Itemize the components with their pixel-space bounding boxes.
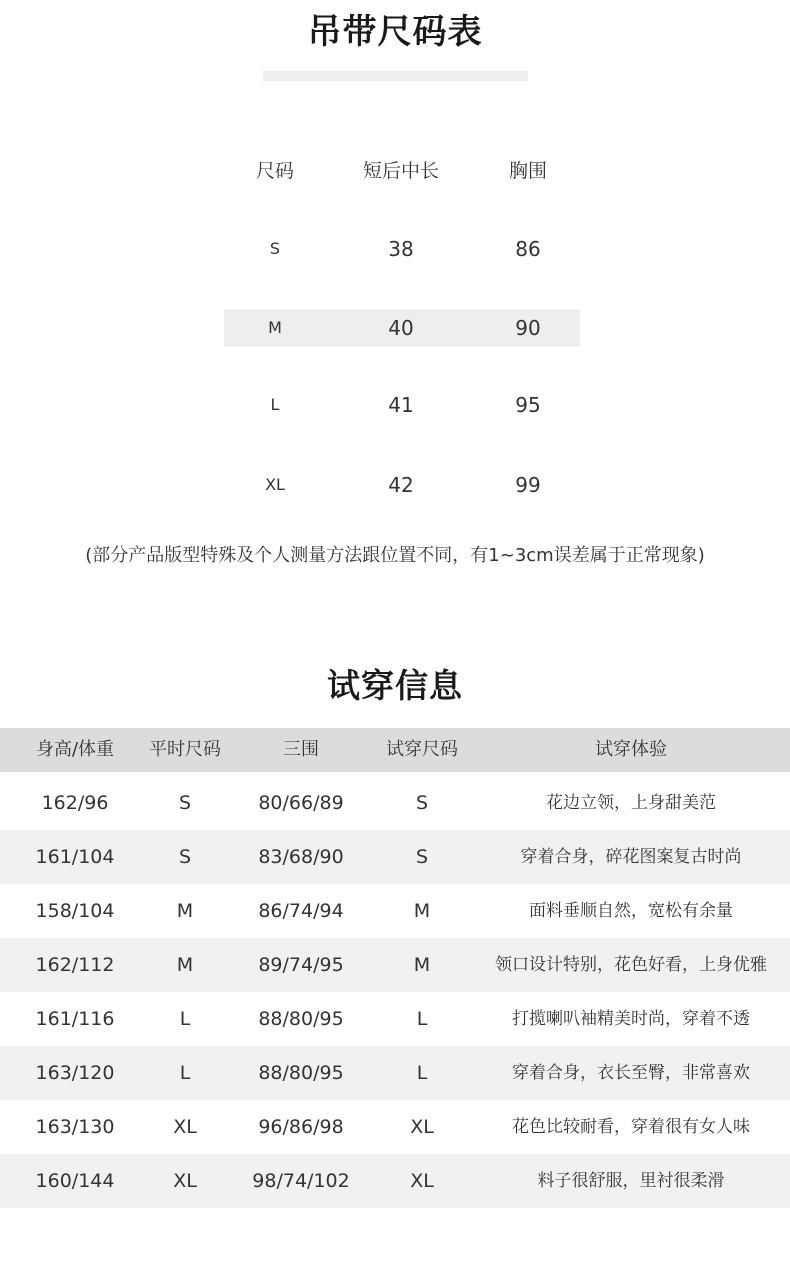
fitting-row [0, 1154, 790, 1208]
fitting-cell: S [178, 846, 192, 868]
fitting-header-cell: 试穿体验 [595, 739, 667, 760]
size-chart-header-row [224, 152, 580, 190]
size-chart-title: 吊带尺码表 [307, 12, 483, 52]
fitting-cell: 98/74/102 [252, 1170, 350, 1192]
size-cell: 42 [388, 473, 414, 497]
fitting-row [0, 830, 790, 884]
size-cell: 41 [388, 393, 414, 417]
fitting-cell: XL [410, 1116, 434, 1138]
fitting-row [0, 1100, 790, 1154]
fitting-header-cell: 试穿尺码 [386, 739, 458, 760]
fitting-cell: 花色比较耐看，穿着很有女人味 [512, 1117, 750, 1137]
size-header-cell: 短后中长 [362, 160, 439, 182]
size-header-cell: 胸围 [508, 160, 547, 182]
measurement-note: (部分产品版型特殊及个人测量方法跟位置不同，有1~3cm误差属于正常现象) [85, 545, 705, 566]
size-chart-row [224, 386, 580, 424]
size-cell: 38 [388, 237, 414, 261]
size-cell: XL [265, 475, 285, 494]
fitting-cell: 花边立领，上身甜美范 [546, 793, 716, 813]
fitting-header-cell: 三围 [283, 739, 319, 760]
fitting-cell: S [178, 792, 192, 814]
fitting-row [0, 776, 790, 830]
size-cell: L [270, 395, 280, 414]
fitting-cell: L [179, 1062, 191, 1084]
size-chart-row [224, 309, 580, 347]
fitting-row [0, 1046, 790, 1100]
fitting-cell: 穿着合身，碎花图案复古时尚 [520, 847, 742, 867]
size-chart-row [224, 466, 580, 504]
title-underline [263, 71, 528, 81]
fitting-cell: 88/80/95 [258, 1008, 344, 1030]
fitting-cell: XL [173, 1116, 197, 1138]
fitting-row [0, 884, 790, 938]
fitting-cell: 163/130 [35, 1116, 115, 1138]
fitting-info-title: 试穿信息 [327, 666, 463, 705]
fitting-cell: M [413, 954, 431, 976]
fitting-cell: 86/74/94 [258, 900, 344, 922]
fitting-cell: 80/66/89 [258, 792, 344, 814]
size-cell: 99 [515, 473, 541, 497]
fitting-cell: XL [410, 1170, 434, 1192]
fitting-cell: M [413, 900, 431, 922]
size-cell: 90 [515, 316, 541, 340]
size-cell: S [269, 239, 281, 258]
fitting-cell: L [179, 1008, 191, 1030]
fitting-cell: 89/74/95 [258, 954, 344, 976]
fitting-cell: XL [173, 1170, 197, 1192]
fitting-cell: 160/144 [35, 1170, 115, 1192]
fitting-header-cell: 平时尺码 [149, 739, 221, 760]
size-cell: 86 [515, 237, 541, 261]
fitting-cell: 162/96 [41, 792, 109, 814]
fitting-cell: 面料垂顺自然，宽松有余量 [529, 901, 733, 921]
fitting-cell: 打揽喇叭袖精美时尚，穿着不透 [512, 1009, 750, 1029]
fitting-cell: S [415, 792, 429, 814]
fitting-cell: M [176, 900, 194, 922]
fitting-header-row [0, 728, 790, 772]
fitting-cell: 96/86/98 [258, 1116, 344, 1138]
fitting-cell: 162/112 [35, 954, 115, 976]
size-chart-row [224, 230, 580, 268]
fitting-cell: 161/104 [35, 846, 115, 868]
fitting-cell: L [416, 1008, 428, 1030]
size-header-cell: 尺码 [255, 160, 294, 182]
fitting-cell: 83/68/90 [258, 846, 344, 868]
fitting-row [0, 938, 790, 992]
fitting-cell: 161/116 [35, 1008, 115, 1030]
size-cell: 95 [515, 393, 541, 417]
fitting-cell: M [176, 954, 194, 976]
fitting-header-cell: 身高/体重 [35, 739, 115, 760]
size-cell: M [268, 318, 282, 337]
fitting-cell: 穿着合身，衣长至臀，非常喜欢 [512, 1063, 750, 1083]
fitting-cell: 163/120 [35, 1062, 115, 1084]
fitting-cell: S [415, 846, 429, 868]
size-cell: 40 [388, 316, 414, 340]
fitting-cell: 88/80/95 [258, 1062, 344, 1084]
fitting-cell: L [416, 1062, 428, 1084]
fitting-cell: 158/104 [35, 900, 115, 922]
fitting-row [0, 992, 790, 1046]
fitting-cell: 领口设计特别，花色好看，上身优雅 [495, 955, 767, 975]
fitting-cell: 料子很舒服，里衬很柔滑 [537, 1171, 725, 1191]
